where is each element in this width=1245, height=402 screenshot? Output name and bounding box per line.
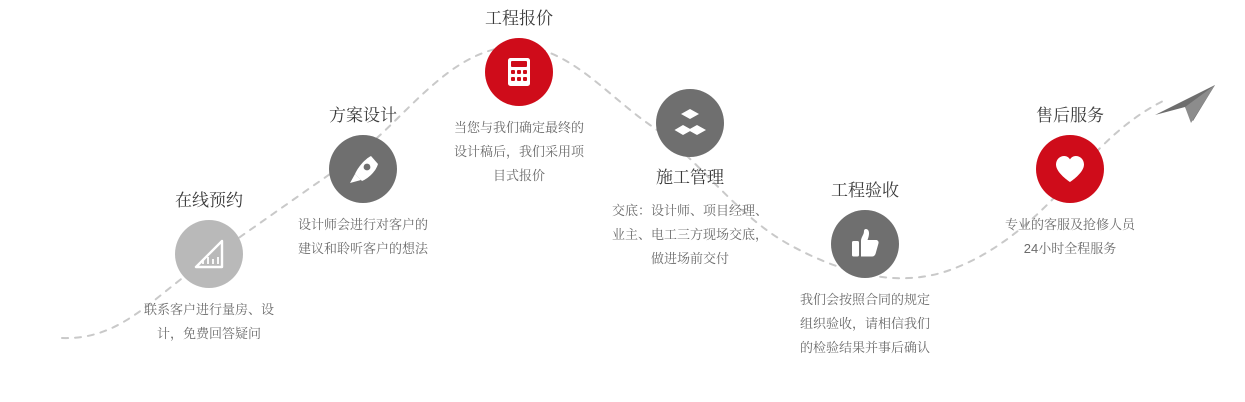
ruler-icon [191,236,227,272]
process-step-4 [605,89,775,271]
boxes-icon [672,105,708,141]
step-description: 专业的客服及抢修人员24小时全程服务 [1004,217,1135,256]
step-title: 售后服务 [1036,106,1104,125]
step-icon-circle [1036,135,1104,203]
step-icon-circle [175,220,243,288]
step-icon-circle [485,38,553,106]
process-step-1 [124,190,294,346]
thumbs-up-icon [847,226,883,262]
process-step-6 [985,105,1155,261]
step-title: 在线预约 [175,191,243,210]
step-description: 当您与我们确定最终的设计稿后，我们采用项目式报价 [453,120,584,183]
step-icon-circle [329,135,397,203]
heart-icon [1052,151,1088,187]
step-title: 工程验收 [831,181,899,200]
step-icon-circle [831,210,899,278]
step-title: 方案设计 [329,106,397,125]
step-title: 工程报价 [485,9,553,28]
pen-nib-icon [345,151,381,187]
paper-plane-arrow-icon [1155,85,1215,123]
process-step-3 [434,8,604,188]
step-description: 联系客户进行量房、设计，免费回答疑问 [143,302,274,341]
step-title: 施工管理 [656,168,724,187]
step-icon-circle [656,89,724,157]
calculator-icon [501,54,537,90]
step-description: 我们会按照合同的规定组织验收，请相信我们的检验结果并事后确认 [799,292,930,355]
step-description: 设计师会进行对客户的建议和聆听客户的想法 [297,217,428,256]
step-description: 交底：设计师、项目经理、业主、电工三方现场交底，做进场前交付 [611,203,768,266]
process-step-5 [780,180,950,360]
process-step-2 [278,105,448,261]
